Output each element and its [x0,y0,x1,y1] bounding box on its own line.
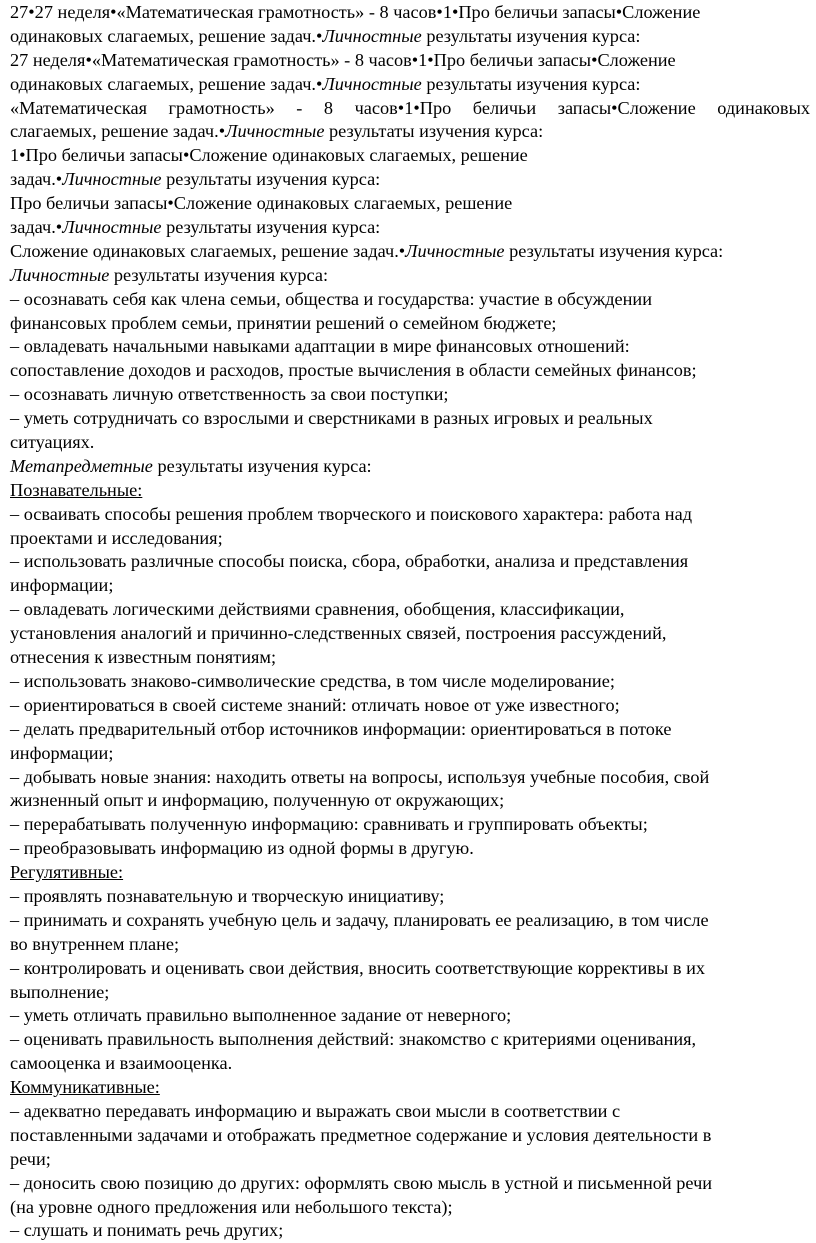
personal-text-line: – осознавать личную ответственность за свои поступки; [10,384,449,405]
fragment-text: задач.• [10,169,63,190]
fragment-text: Про беличьи запасы•Сложение одинаковых слагаемых, решение [10,193,513,214]
fragment-italic: Личностные [322,25,422,46]
personal-text-line: финансовых проблем семьи, принятии решений о семейном бюджете; [10,312,557,333]
cognitive-text-line: – перерабатывать полученную информацию: сравнивать и группировать объекты; [10,814,648,835]
cognitive-text-line: информации; [10,575,114,596]
regulative-text-line: – оценивать правильность выполнения действий: знакомство с критериями оценивания, [10,1029,697,1050]
fragment-italic: Личностные [322,73,422,94]
fragment-text: «Математическая грамотность» - 8 часов•1•Про беличьи запасы•Сложение одинаковых [10,97,810,118]
fragment-5-line-1 [10,192,810,216]
fragment-1-line-1 [10,1,810,25]
regulative-text-line: – проявлять познавательную и творческую инициативу; [10,885,445,906]
cognitive-text-line: – осваивать способы решения проблем творческого и поискового характера: работа над [10,503,693,524]
cognitive-text-line: – добывать новые знания: находить ответы на вопросы, используя учебные пособия, свой [10,766,710,787]
communicative-text-line: – слушать и понимать речь других; [10,1220,284,1241]
meta-heading-rest: результаты изучения курса: [152,455,372,476]
communicative-text-line: поставленными задачами и отображать предметное содержание и условия деятельности в [10,1124,712,1145]
fragment-text: одинаковых слагаемых, решение задач.• [10,25,323,46]
cognitive-text-line: – овладевать логическими действиями сравнения, обобщения, классификации, [10,599,625,620]
regulative-list [10,885,810,1076]
fragment-text: задач.• [10,217,63,238]
personal-text-line: – овладевать начальными навыками адаптации в мире финансовых отношений: [10,336,630,357]
cognitive-text-line: – использовать знаково-символические средства, в том числе моделирование; [10,670,615,691]
meta-heading-italic: Метапредметные [10,455,153,476]
cognitive-text-line: – ориентироваться в своей системе знаний: отличать новое от уже известного; [10,694,620,715]
fragment-5-line-2 [10,216,810,240]
fragment-italic: Личностные [62,169,162,190]
regulative-text-line: – уметь отличать правильно выполненное задание от неверного; [10,1005,512,1026]
cognitive-text-line: жизненный опыт и информацию, полученную от окружающих; [10,790,505,811]
communicative-list [10,1100,810,1243]
cognitive-text-line: – преобразовывать информацию из одной формы в другую. [10,838,474,859]
fragment-3-line-1 [10,97,810,121]
fragment-2-line-1 [10,49,810,73]
fragment-1-line-2 [10,25,810,49]
regulative-heading-text: Регулятивные: [10,862,124,883]
regulative-text-line: самооценка и взаимооценка. [10,1053,233,1074]
cognitive-text-line: отнесения к известным понятиям; [10,647,277,668]
personal-list [10,288,810,455]
fragment-italic: Личностные [62,217,162,238]
fragment-text: Сложение одинаковых слагаемых, решение задач.• [10,240,406,261]
fragment-text: результаты изучения курса: [421,25,641,46]
fragment-text: слагаемых, решение задач.• [10,121,226,142]
fragment-text: результаты изучения курса: [324,121,544,142]
communicative-text-line: (на уровне одного предложения или небольшого текста); [10,1196,453,1217]
cognitive-text-line: – использовать различные способы поиска, сбора, обработки, анализа и представления [10,551,689,572]
fragment-6-line-1 [10,240,810,264]
fragment-text: 27 неделя•«Математическая грамотность» - 8 часов•1•Про беличьи запасы•Сложение [10,49,676,70]
regulative-heading [10,861,810,885]
fragment-text: 1•Про беличьи запасы•Сложение одинаковых слагаемых, решение [10,145,528,166]
fragment-italic: Личностные [225,121,325,142]
personal-heading [10,264,810,288]
personal-text-line: – уметь сотрудничать со взрослыми и сверстниками в разных игровых и реальных [10,408,653,429]
fragment-text: одинаковых слагаемых, решение задач.• [10,73,323,94]
personal-text-line: ситуациях. [10,432,95,453]
fragment-text: результаты изучения курса: [421,73,641,94]
fragment-4-line-2 [10,168,810,192]
cognitive-heading-text: Познавательные: [10,479,143,500]
communicative-heading-text: Коммуникативные: [10,1077,160,1098]
communicative-text-line: – доносить свою позицию до других: оформлять свою мысль в устной и письменной речи [10,1172,713,1193]
regulative-text-line: – принимать и сохранять учебную цель и задачу, планировать ее реализацию, в том числе [10,909,709,930]
communicative-text-line: – адекватно передавать информацию и выражать свои мысли в соответствии с [10,1100,621,1121]
fragment-2-line-2 [10,73,810,97]
fragment-text: 27•27 неделя•«Математическая грамотность» - 8 часов•1•Про беличьи запасы•Сложение [10,2,701,22]
fragment-italic: Личностные [405,240,505,261]
cognitive-list [10,503,810,861]
cognitive-text-line: проектами и исследования; [10,527,223,548]
regulative-text-line: во внутреннем плане; [10,933,180,954]
fragment-3-line-2 [10,120,810,144]
cognitive-text-line: – делать предварительный отбор источников информации: ориентироваться в потоке [10,718,672,739]
fragment-text: результаты изучения курса: [161,217,381,238]
communicative-text-line: речи; [10,1148,51,1169]
personal-heading-italic: Личностные [10,264,110,285]
regulative-text-line: – контролировать и оценивать свои действия, вносить соответствующие коррективы в их [10,957,705,978]
cognitive-heading [10,479,810,503]
fragment-text: результаты изучения курса: [161,169,381,190]
personal-text-line: сопоставление доходов и расходов, простые вычисления в области семейных финансов; [10,360,697,381]
communicative-heading [10,1076,810,1100]
fragment-4-line-1 [10,144,810,168]
personal-heading-rest: результаты изучения курса: [109,264,329,285]
meta-heading [10,455,810,479]
cognitive-text-line: информации; [10,742,114,763]
cognitive-text-line: установления аналогий и причинно-следственных связей, построения рассуждений, [10,623,667,644]
personal-text-line: – осознавать себя как члена семьи, общества и государства: участие в обсуждении [10,288,653,309]
fragment-text: результаты изучения курса: [504,240,724,261]
regulative-text-line: выполнение; [10,981,110,1002]
